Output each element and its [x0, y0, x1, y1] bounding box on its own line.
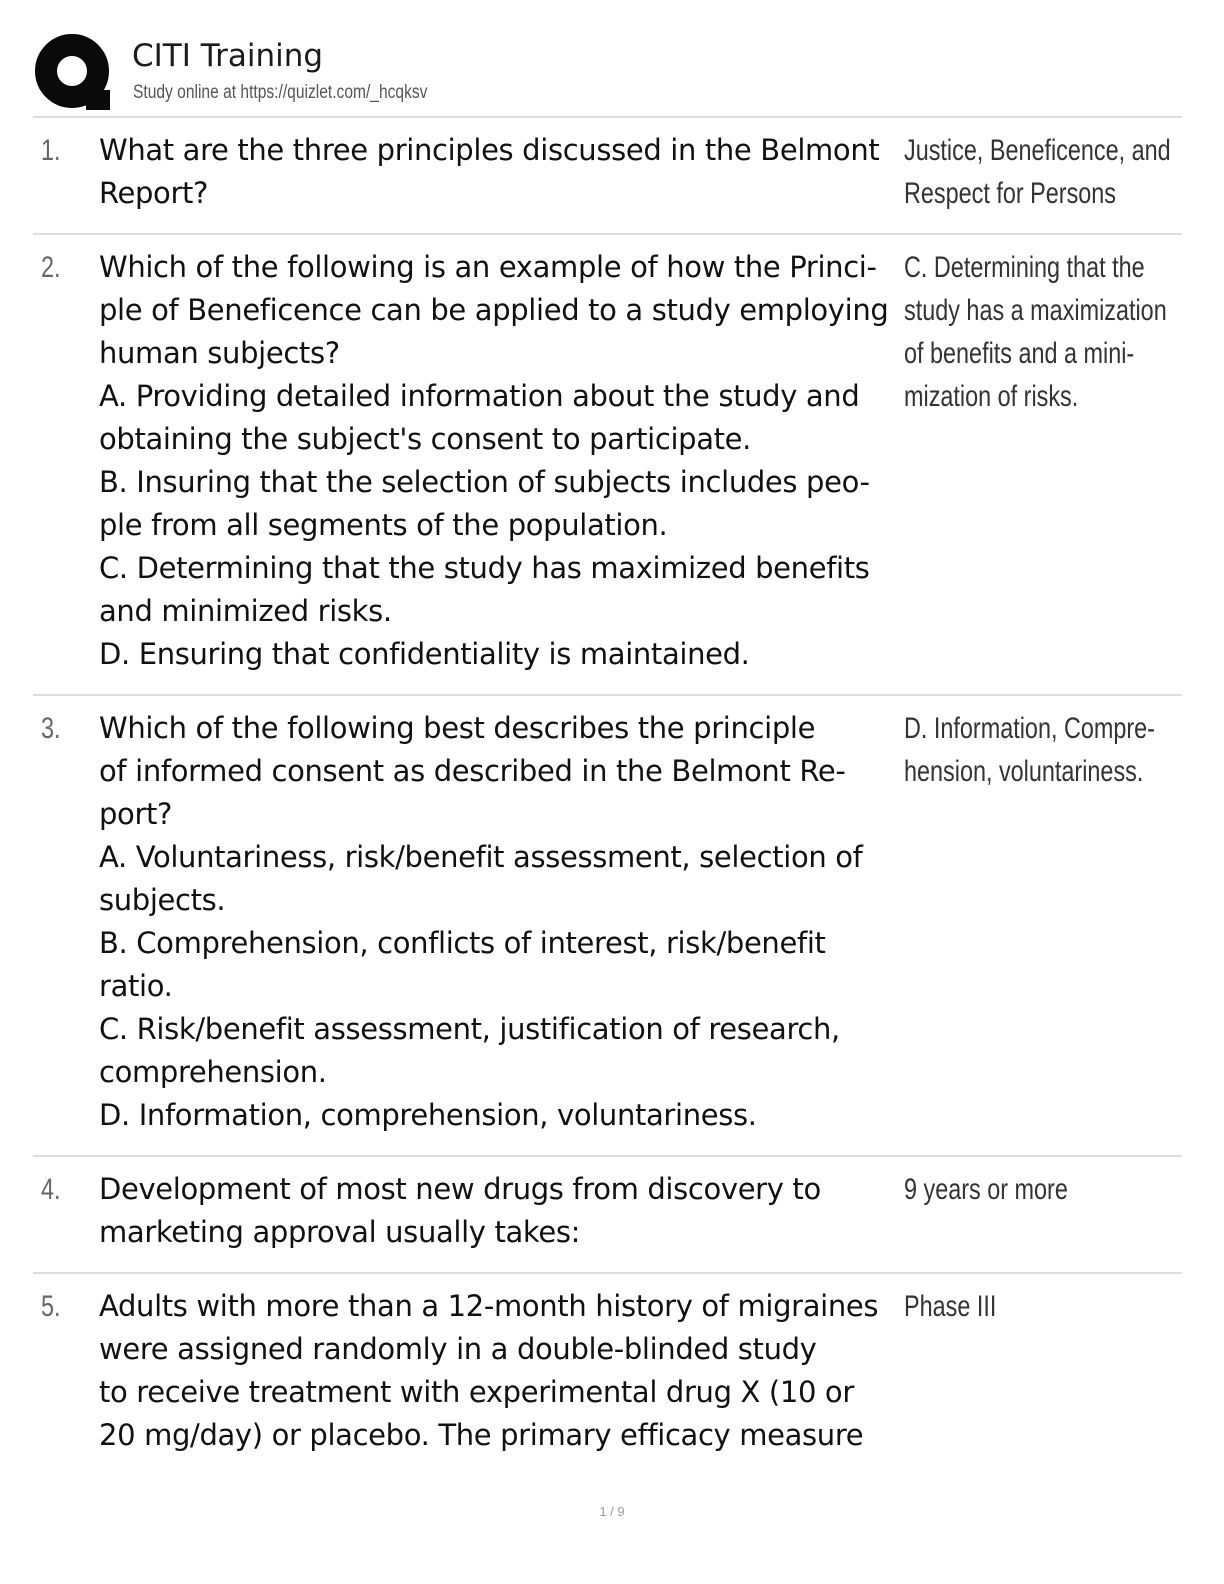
card-answer — [904, 129, 1169, 215]
card-question — [99, 246, 899, 676]
answer-line: Justice, Beneficence, and — [904, 134, 1171, 167]
question-line: Report? — [99, 176, 209, 210]
question-line: ple of Beneficence can be applied to a study employing — [99, 293, 889, 327]
answer-line: study has a maximization — [904, 294, 1167, 327]
question-line: to receive treatment with experimental drug X (10 or — [99, 1375, 854, 1409]
card-answer — [904, 1168, 1169, 1211]
question-line: A. Providing detailed information about the study and — [99, 379, 860, 413]
card-number: 3. — [41, 712, 61, 745]
divider — [33, 694, 1182, 696]
card-question — [99, 707, 899, 1137]
question-line: subjects. — [99, 883, 226, 917]
card-answer — [904, 707, 1169, 793]
question-line: port? — [99, 797, 173, 831]
answer-line: Phase III — [904, 1290, 997, 1323]
card-answer — [904, 1285, 1169, 1328]
question-line: marketing approval usually takes: — [99, 1215, 581, 1249]
question-line: D. Information, comprehension, voluntariness. — [99, 1098, 757, 1132]
answer-line: 9 years or more — [904, 1173, 1068, 1206]
question-line: 20 mg/day) or placebo. The primary efficacy measure — [99, 1418, 864, 1452]
card-number: 1. — [41, 134, 61, 167]
question-line: Development of most new drugs from discovery to — [99, 1172, 821, 1206]
question-line: and minimized risks. — [99, 594, 392, 628]
card-number: 4. — [41, 1173, 61, 1206]
divider — [33, 233, 1182, 235]
divider — [33, 1155, 1182, 1157]
card-number: 5. — [41, 1290, 61, 1323]
question-line: D. Ensuring that confidentiality is maintained. — [99, 637, 750, 671]
question-line: C. Determining that the study has maximized benefits — [99, 551, 870, 585]
question-line: B. Insuring that the selection of subjects includes peo- — [99, 465, 870, 499]
divider — [33, 1272, 1182, 1274]
page-number: 1 / 9 — [599, 1504, 625, 1519]
page-header — [34, 34, 1184, 118]
question-line: obtaining the subject's consent to participate. — [99, 422, 752, 456]
card-answer — [904, 246, 1169, 418]
card-question — [99, 1168, 899, 1254]
study-online-link[interactable]: Study online at https://quizlet.com/_hcqksv — [133, 82, 428, 103]
question-line: comprehension. — [99, 1055, 327, 1089]
question-line: A. Voluntariness, risk/benefit assessment, selection of — [99, 840, 863, 874]
answer-line: hension, voluntariness. — [904, 755, 1144, 788]
question-line: Adults with more than a 12-month history of migraines — [99, 1289, 879, 1323]
answer-line: of benefits and a mini- — [904, 337, 1135, 370]
question-line: Which of the following is an example of how the Princi- — [99, 250, 877, 284]
question-line: C. Risk/benefit assessment, justification of research, — [99, 1012, 840, 1046]
answer-line: C. Determining that the — [904, 251, 1145, 284]
question-line: ratio. — [99, 969, 173, 1003]
question-line: What are the three principles discussed in the Belmont — [99, 133, 880, 167]
question-line: ple from all segments of the population. — [99, 508, 668, 542]
card-question — [99, 1285, 899, 1457]
answer-line: Respect for Persons — [904, 177, 1117, 210]
question-line: human subjects? — [99, 336, 340, 370]
divider — [33, 116, 1182, 118]
page-title: CITI Training — [132, 38, 324, 74]
card-number: 2. — [41, 251, 61, 284]
question-line: of informed consent as described in the Belmont Re- — [99, 754, 846, 788]
quizlet-logo-icon — [34, 34, 112, 112]
question-line: B. Comprehension, conflicts of interest, risk/benefit — [99, 926, 826, 960]
question-line: were assigned randomly in a double-blinded study — [99, 1332, 817, 1366]
answer-line: D. Information, Compre- — [904, 712, 1155, 745]
answer-line: mization of risks. — [904, 380, 1079, 413]
question-line: Which of the following best describes the principle — [99, 711, 816, 745]
card-question — [99, 129, 899, 215]
